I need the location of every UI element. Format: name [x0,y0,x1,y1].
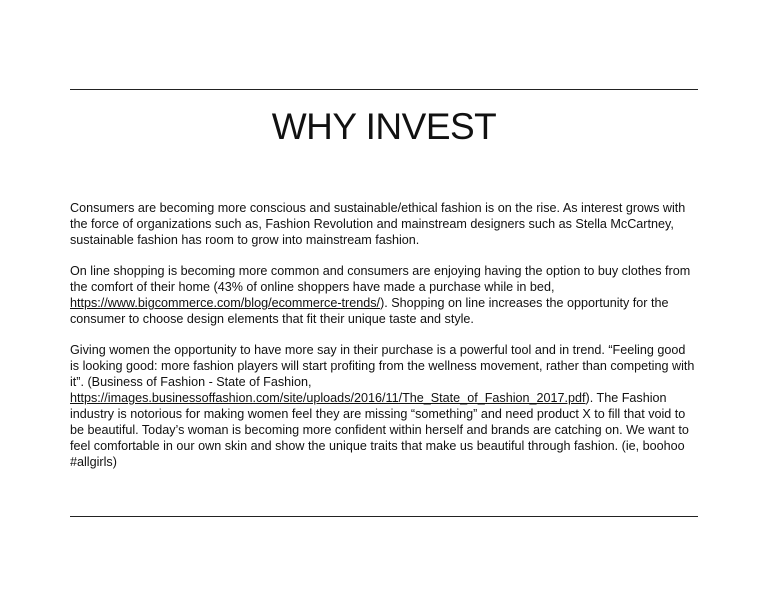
paragraph-online-shopping [70,263,696,327]
bottom-divider [70,516,698,517]
paragraph-empowerment-text-after: ). The Fashion industry is notorious for making women feel they are missing “something” and need product X to fill that void to be beautiful. Today’s woman is becoming more confident within herself and brands are catching on. We want to feel comfortable in our own skin and show the unique traits that make us beautiful through fashion. (ie, boohoo #allgirls) [70,391,689,469]
paragraph-empowerment [70,342,696,470]
paragraph-sustainability [70,200,696,248]
paragraph-online-shopping-text-after: ). Shopping on line increases the opportunity for the consumer to choose design elements that fit their unique taste and style. [70,296,669,326]
slide-title: WHY INVEST [271,106,497,147]
slide-body [70,200,696,485]
bigcommerce-link[interactable]: https://www.bigcommerce.com/blog/ecommerce-trends/ [70,296,381,310]
paragraph-online-shopping-text-before: On line shopping is becoming more common and consumers are enjoying having the option to buy clothes from the comfort of their home (43% of online shoppers have made a purchase while in bed, [70,264,691,294]
top-divider [70,89,698,90]
paragraph-empowerment-text-before: Giving women the opportunity to have more say in their purchase is a powerful tool and in trend. “Feeling good is looking good: more fashion players will start profiting from the wellness movement, rather than competing with it”. (Business of Fashion - State of Fashion, [70,343,695,389]
state-of-fashion-link[interactable]: https://images.businessoffashion.com/site/uploads/2016/11/The_State_of_Fashion_2017.pdf [70,391,586,405]
paragraph-sustainability-text: Consumers are becoming more conscious and sustainable/ethical fashion is on the rise. As interest grows with the force of organizations such as, Fashion Revolution and mainstream designers such as Stella McCartney, sustainable fashion has room to grow into mainstream fashion. [70,201,686,247]
